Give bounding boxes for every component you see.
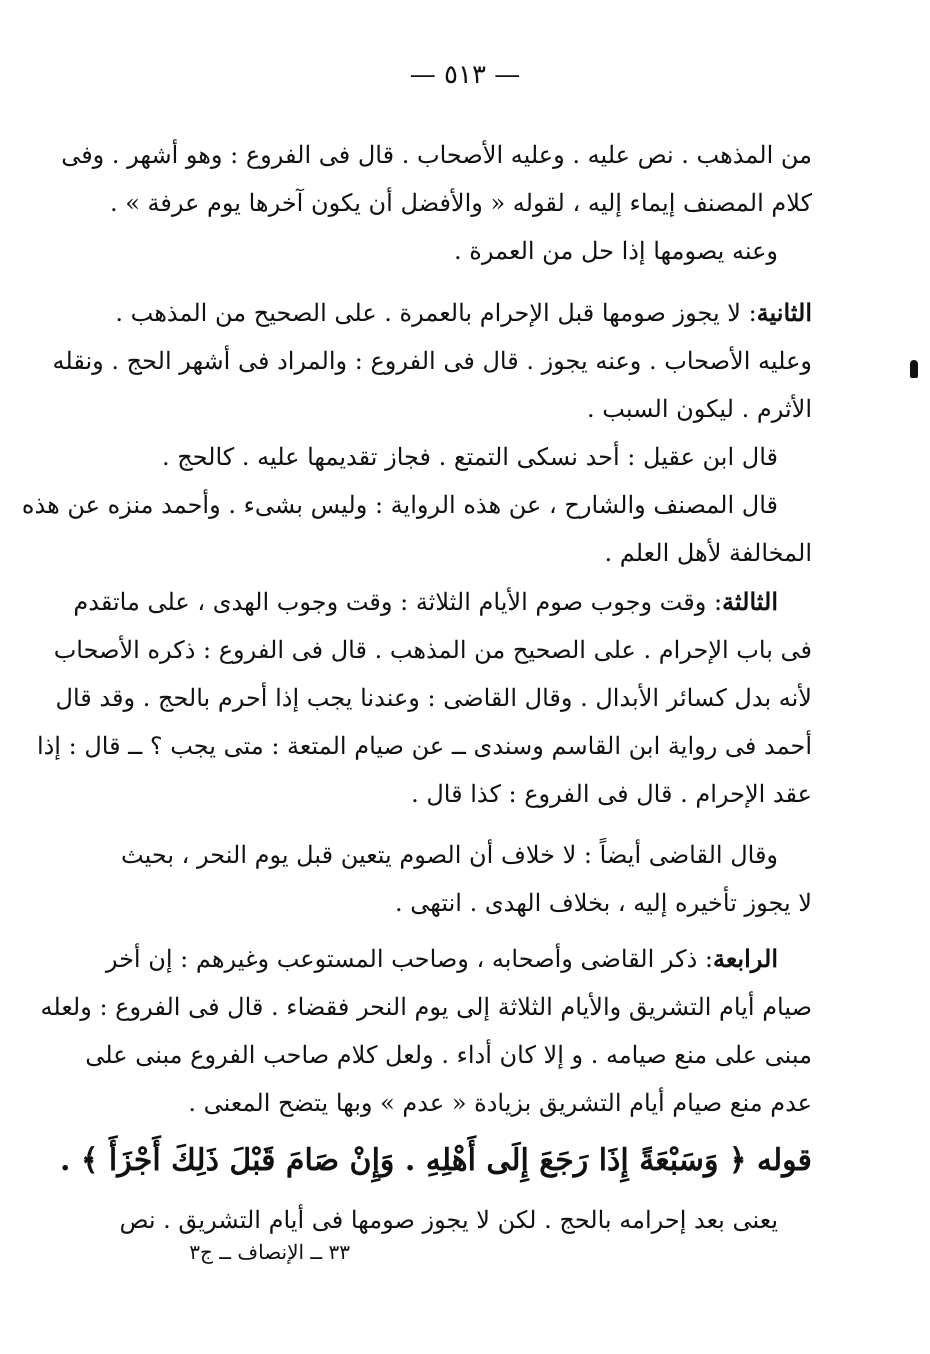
text-line-rest: : لا يجوز صومها قبل الإحرام بالعمرة . على الصحيح من المذهب . (115, 299, 757, 327)
text-line: المخالفة لأهل العلم . (604, 539, 812, 567)
text-line: لا يجوز تأخيره إليه ، بخلاف الهدى . انتهى . (395, 889, 812, 917)
paragraph (121, 831, 812, 927)
text-line-rest: : وقت وجوب صوم الأيام الثلاثة : وقت وجوب الهدى ، على ماتقدم (73, 588, 723, 616)
quran-verse-paragraph (60, 1137, 812, 1185)
text-line: وعليه الأصحاب . وعنه يجوز . قال فى الفروع : والمراد فى أشهر الحج . ونقله (52, 347, 812, 375)
page-number: — ٥١٣ — (409, 60, 521, 90)
paragraph-fourth (40, 935, 812, 1127)
text-line: عقد الإحرام . قال فى الفروع : كذا قال . (411, 780, 812, 808)
text-line: وعنه يصومها إذا حل من العمرة . (454, 237, 778, 265)
paragraph-continuation (61, 131, 812, 227)
text-line: كلام المصنف إيماء إليه ، لقوله « والأفضل أن يكون آخرها يوم عرفة » . (109, 189, 812, 217)
paragraph (161, 433, 812, 481)
text-line (60, 1137, 812, 1185)
text-line: يعنى بعد إحرامه بالحج . لكن لا يجوز صومها فى أيام التشريق . نص (119, 1206, 778, 1234)
text-line-rest: : ذكر القاضى وأصحابه ، وصاحب المستوعب وغيرهم : إن أخر (105, 945, 713, 973)
section-label: الثانية (756, 298, 812, 327)
text-line: قال ابن عقيل : أحد نسكى التمتع . فجاز تقديمها عليه . كالحج . (161, 443, 778, 471)
text-line: صيام أيام التشريق والأيام الثلاثة إلى يوم النحر فقضاء . قال فى الفروع : ولعله (40, 993, 812, 1021)
signature-footer: ٣٣ ــ الإنصاف ــ ج٣ (189, 1240, 350, 1264)
margin-mark (910, 360, 918, 378)
text-line: من المذهب . نص عليه . وعليه الأصحاب . قال فى الفروع : وهو أشهر . وفى (61, 141, 812, 169)
paragraph (21, 481, 812, 577)
paragraph-third (36, 578, 812, 818)
text-line (73, 578, 812, 626)
text-line: لأنه بدل كسائر الأبدال . وقال القاضى : وعندنا يجب إذا أحرم بالحج . وقد قال (55, 684, 812, 712)
section-label: الثالثة (722, 587, 778, 616)
text-line: فى باب الإحرام . على الصحيح من المذهب . قال فى الفروع : ذكره الأصحاب (53, 636, 812, 664)
text-line (105, 935, 812, 983)
text-line: عدم منع صيام أيام التشريق بزيادة « عدم » وبها يتضح المعنى . (188, 1089, 812, 1117)
text-line: مبنى على منع صيامه . و إلا كان أداء . ولعل كلام صاحب الفروع مبنى على (85, 1041, 812, 1069)
text-line: الأثرم . ليكون السبب . (587, 395, 812, 423)
text-line: قال المصنف والشارح ، عن هذه الرواية : وليس بشىء . وأحمد منزه عن هذه (21, 491, 778, 519)
section-label: الرابعة (712, 944, 778, 973)
text-line: وقال القاضى أيضاً : لا خلاف أن الصوم يتعين قبل يوم النحر ، بحيث (121, 841, 778, 869)
text-line (115, 289, 812, 337)
text-line: أحمد فى رواية ابن القاسم وسندى ــ عن صيام المتعة : متى يجب ؟ ــ قال : إذا (36, 732, 812, 760)
section-label: قوله (756, 1143, 812, 1178)
paragraph (119, 1196, 812, 1244)
quran-verse: ﴿ وَسَبْعَةً إِذَا رَجَعَ إِلَى أَهْلِهِ . وَإِنْ صَامَ قَبْلَ ذَلِكَ أَجْزَأَ ﴾ . (60, 1143, 747, 1178)
paragraph (170, 227, 812, 275)
paragraph-second (52, 289, 812, 433)
